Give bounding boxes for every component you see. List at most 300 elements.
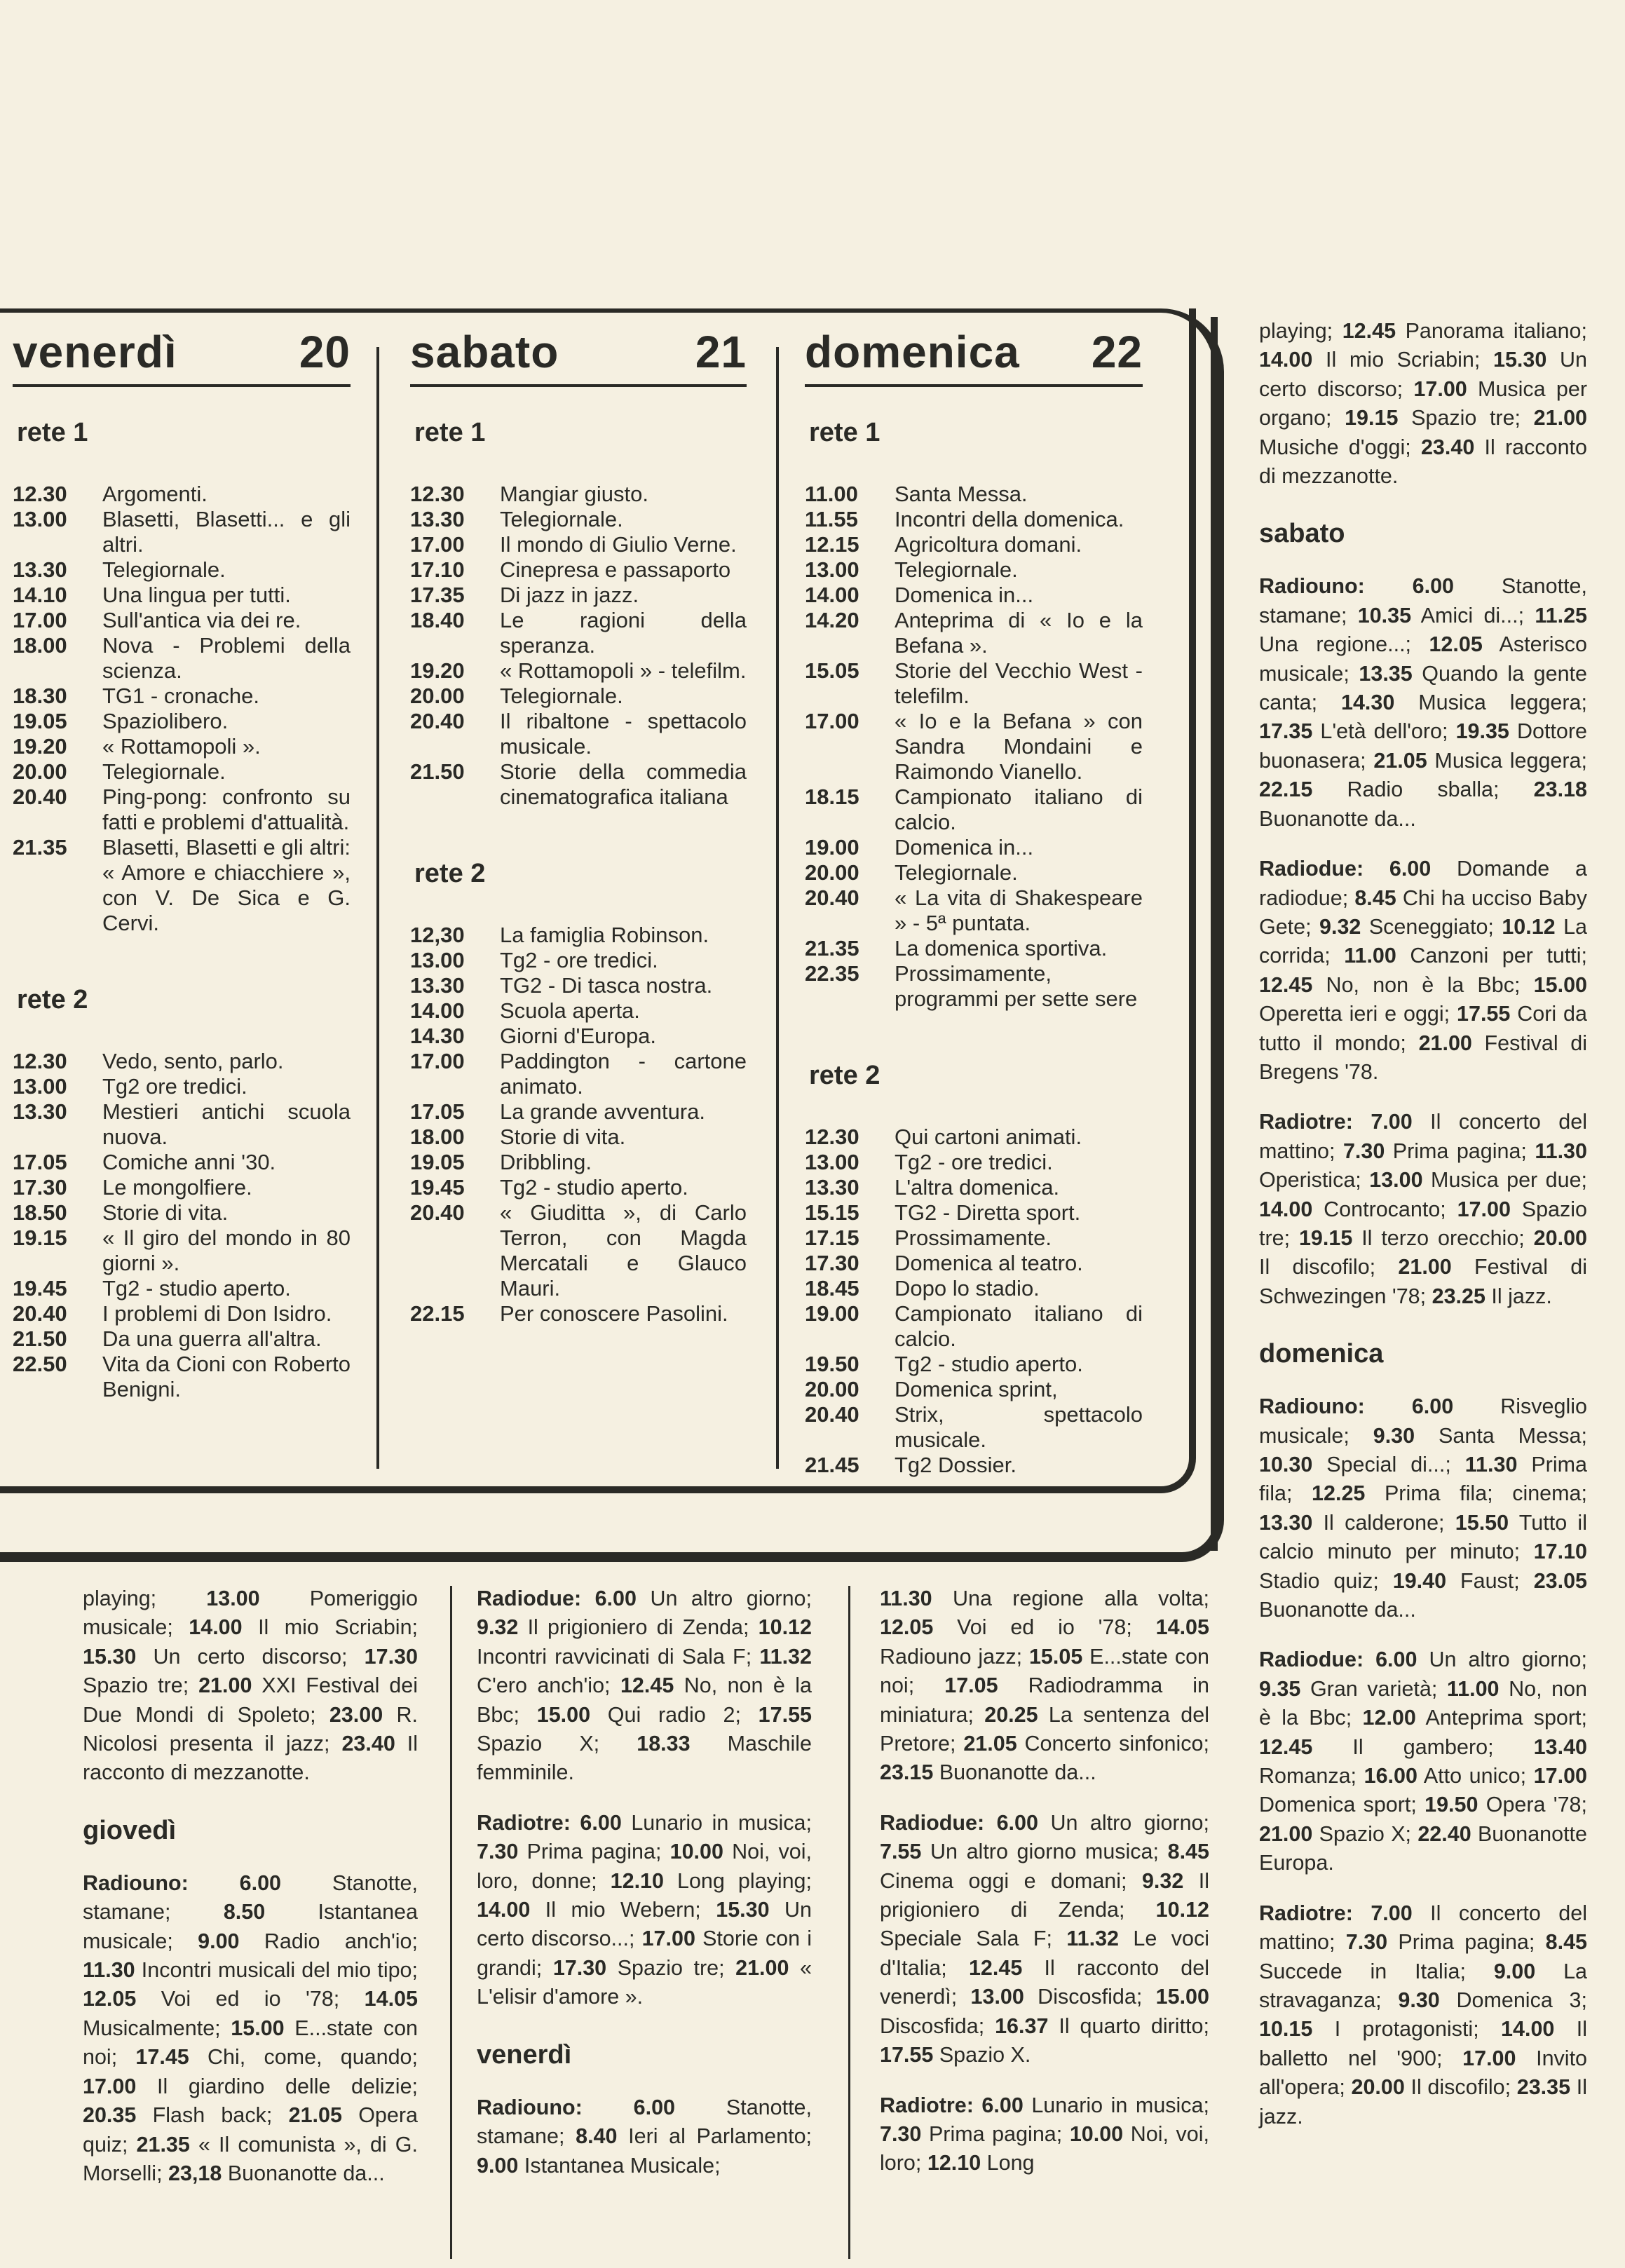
program-item	[805, 835, 1143, 860]
radio-day-heading: venerdì	[477, 2039, 572, 2070]
radio-program: Lunario in musica;	[1031, 2093, 1209, 2117]
radio-program: Qui radio 2;	[607, 1702, 741, 1727]
radio-time: 14.05	[364, 1987, 418, 2011]
radio-time: 11.30	[83, 1958, 135, 1983]
radio-program: Prima fila;	[1259, 1453, 1587, 1506]
program-title: Blasetti, Blasetti... e gli altri.	[102, 507, 351, 557]
network-heading: rete 1	[809, 418, 881, 447]
radio-program: Santa Messa;	[1439, 1423, 1587, 1448]
radio-time: 9.00	[477, 2153, 519, 2178]
radio-station-paragraph	[880, 1809, 1209, 2070]
radio-program: Amici di...;	[1420, 603, 1525, 627]
radio-program: Domenica sport;	[1259, 1793, 1417, 1817]
radio-program: Istantanea Musicale;	[524, 2153, 721, 2178]
radio-program: Il concerto del mattino;	[1259, 1901, 1587, 1955]
radio-program: Musiche d'oggi;	[1259, 435, 1411, 459]
radio-column-bottom-3	[880, 1584, 1209, 2199]
program-title: Domenica in...	[895, 835, 1034, 860]
program-title: La grande avventura.	[500, 1099, 705, 1124]
radio-day-heading: sabato	[1259, 519, 1345, 549]
radio-time: 23.00	[329, 1702, 383, 1727]
network-heading: rete 2	[17, 985, 88, 1014]
radio-time: 19.15	[1298, 1225, 1353, 1250]
radio-station-name: Radiouno:	[1259, 574, 1365, 599]
program-item	[805, 961, 1143, 1012]
program-title: Le ragioni della speranza.	[500, 608, 747, 658]
program-time: 12.30	[13, 1049, 67, 1073]
program-title: Spaziolibero.	[102, 709, 229, 733]
program-time: 18.00	[13, 633, 67, 658]
radio-time: 14.00	[189, 1615, 243, 1640]
program-item	[13, 482, 351, 507]
radio-time: 12.45	[968, 1955, 1023, 1980]
program-item	[410, 1125, 747, 1150]
radio-time: 12.05	[1429, 632, 1483, 657]
radio-program: Lunario in musica;	[631, 1810, 812, 1835]
program-time: 19.00	[805, 835, 859, 860]
radio-program: Chi, come, quando;	[207, 2045, 418, 2070]
radio-program: Spazio X;	[477, 1732, 600, 1756]
radio-time: 17.35	[1259, 719, 1313, 744]
program-item	[805, 1150, 1143, 1175]
radio-time: 21.00	[198, 1673, 252, 1698]
radio-time: 10.35	[1357, 603, 1412, 627]
program-time: 20.40	[13, 1301, 67, 1326]
radio-day-heading: domenica	[1259, 1339, 1384, 1369]
program-item	[805, 1125, 1143, 1150]
program-time: 22.35	[805, 961, 859, 986]
program-title: « Io e la Befana » con Sandra Mondaini e Raimondo Vianello.	[895, 709, 1143, 784]
program-time: 21.35	[805, 936, 859, 960]
program-title: Comiche anni '30.	[102, 1150, 276, 1174]
program-item	[410, 923, 747, 948]
radio-time: 10.15	[1259, 2017, 1313, 2042]
program-time: 17.30	[805, 1251, 859, 1275]
program-time: 15.05	[805, 658, 859, 683]
program-time: 17.00	[13, 608, 67, 632]
radio-program: Un certo discorso;	[153, 1644, 348, 1669]
radio-time: 21.00	[1398, 1255, 1452, 1279]
radio-program: Chi ha ucciso Baby Gete;	[1259, 885, 1587, 939]
program-title: « La vita di Shakespeare » - 5ª puntata.	[895, 885, 1143, 935]
radio-time: 21.05	[1373, 748, 1427, 773]
radio-program: No, non è la Bbc;	[1259, 1676, 1587, 1730]
radio-time: 17.00	[1457, 1197, 1511, 1221]
radio-program: Le voci d'Italia;	[880, 1927, 1209, 1980]
program-list	[13, 1049, 351, 1402]
radio-program: Il jazz.	[1259, 2075, 1587, 2128]
program-time: 12,30	[410, 923, 465, 947]
radio-program: Stanotte, stamane;	[83, 1870, 418, 1924]
program-title: Le mongolfiere.	[102, 1175, 252, 1200]
program-title: Tg2 - ore tredici.	[895, 1150, 1053, 1174]
radio-time: 9.30	[1398, 1988, 1440, 2012]
radio-column-right	[1259, 317, 1587, 2152]
program-time: 13.00	[805, 557, 859, 582]
radio-program: Opera '78;	[1485, 1793, 1587, 1817]
radio-time: 17.00	[1462, 2046, 1516, 2070]
radio-program: Storie con i grandi;	[477, 1927, 812, 1980]
program-title: Telegiornale.	[895, 860, 1018, 885]
radio-program: Asterisco musicale;	[1259, 632, 1587, 686]
program-time: 12.30	[410, 482, 465, 506]
program-time: 18.45	[805, 1276, 859, 1301]
program-item	[805, 1276, 1143, 1301]
day-header	[805, 327, 1143, 387]
radio-program: Romanza;	[1259, 1764, 1357, 1788]
radio-program: Musica per organo;	[1259, 376, 1587, 430]
network-heading: rete 1	[17, 418, 88, 447]
day-date: 21	[695, 327, 747, 377]
program-item	[410, 608, 747, 658]
radio-station-paragraph	[477, 2093, 812, 2180]
program-title: Strix, spettacolo musicale.	[895, 1402, 1143, 1452]
radio-time: 17.55	[880, 2043, 934, 2067]
radio-program: Prima pagina;	[1398, 1930, 1535, 1955]
radio-time: 11.30	[1535, 1139, 1587, 1163]
program-title: Campionato italiano di calcio.	[895, 1301, 1143, 1351]
radio-program: Il mio Scriabin;	[1325, 348, 1481, 372]
program-time: 20.00	[805, 1377, 859, 1401]
program-time: 18.50	[13, 1200, 67, 1225]
program-title: Telegiornale.	[500, 684, 623, 708]
radio-time: 20.00	[1351, 2075, 1405, 2100]
program-time: 13.00	[805, 1150, 859, 1174]
radio-time: 7.30	[1342, 1139, 1385, 1163]
radio-time: 23,18	[168, 2161, 222, 2185]
program-time: 20.00	[805, 860, 859, 885]
program-item	[13, 759, 351, 785]
radio-time: 12.05	[83, 1987, 137, 2011]
radio-time: 9.30	[1373, 1423, 1415, 1448]
program-title: Cinepresa e passaporto	[500, 557, 731, 582]
radio-time: 10.00	[669, 1840, 723, 1864]
radio-time: 10.12	[1155, 1898, 1209, 1922]
day-name: venerdì	[13, 327, 177, 377]
radio-program: Atto unico;	[1423, 1764, 1527, 1788]
radio-day-heading: giovedì	[83, 1815, 177, 1845]
radio-program: Il racconto del venerdì;	[880, 1955, 1209, 2009]
radio-time: 9.32	[1319, 914, 1361, 939]
radio-time: 11.25	[1535, 603, 1588, 627]
program-time: 20.40	[410, 1200, 465, 1225]
radio-paragraph	[880, 1584, 1209, 1788]
radio-program: Festival di Schwezingen '78;	[1259, 1255, 1588, 1308]
radio-station-name: Radiodue:	[1259, 1648, 1364, 1672]
radio-program: Il mio Scriabin;	[258, 1615, 418, 1640]
program-time: 21.45	[805, 1453, 859, 1477]
radio-time: 21.05	[963, 1732, 1017, 1756]
column-divider	[376, 347, 379, 1469]
radio-program: Un altro giorno musica;	[930, 1840, 1159, 1864]
radio-time: 12.45	[1259, 972, 1313, 997]
program-item	[410, 532, 747, 557]
radio-time: 10.12	[1502, 914, 1556, 939]
radio-program: Il giardino delle delizie;	[156, 2074, 418, 2098]
program-time: 20.40	[410, 709, 465, 733]
radio-program: Un certo discorso...;	[477, 1898, 812, 1951]
radio-time: 10.00	[1069, 2121, 1124, 2146]
radio-program: I protagonisti;	[1334, 2017, 1479, 2042]
radio-time: 14.00	[1259, 1197, 1313, 1221]
radio-time: 21.00	[1259, 1821, 1313, 1846]
program-item	[805, 1301, 1143, 1352]
radio-program: Discosfida;	[1038, 1985, 1143, 2009]
program-title: Nova - Problemi della scienza.	[102, 633, 351, 683]
program-list	[805, 1125, 1143, 1478]
program-item	[805, 482, 1143, 507]
radio-time: 13.00	[1369, 1168, 1423, 1193]
program-title: Mestieri antichi scuola nuova.	[102, 1099, 351, 1149]
radio-program: Canzoni per tutti;	[1410, 944, 1587, 968]
network-heading: rete 2	[809, 1061, 881, 1090]
program-item	[13, 1074, 351, 1099]
program-title: Santa Messa.	[895, 482, 1028, 506]
radio-time: 21.35	[136, 2132, 190, 2157]
program-item	[410, 759, 747, 810]
radio-time: 23.40	[341, 1732, 395, 1756]
program-time: 19.15	[13, 1225, 67, 1250]
program-item	[410, 1301, 747, 1326]
program-item	[13, 1225, 351, 1276]
program-item	[13, 734, 351, 759]
program-time: 19.20	[410, 658, 465, 683]
program-item	[13, 1301, 351, 1326]
radio-time: 15.00	[1155, 1985, 1209, 2009]
radio-station-paragraph	[1259, 855, 1587, 1087]
program-time: 22.50	[13, 1352, 67, 1376]
radio-time: 18.33	[637, 1732, 691, 1756]
program-item	[13, 1049, 351, 1074]
radio-time: 20.35	[83, 2103, 137, 2128]
radio-program: Dottore buonasera;	[1259, 719, 1587, 773]
program-title: Domenica sprint,	[895, 1377, 1058, 1401]
program-title: Telegiornale.	[102, 557, 226, 582]
radio-time: 21.00	[1533, 406, 1587, 430]
radio-time: 15.00	[231, 2016, 285, 2040]
radio-program: Prima pagina;	[526, 1840, 662, 1864]
radio-time: 21.00	[1418, 1031, 1472, 1055]
radio-program: Discosfida;	[880, 2014, 985, 2038]
radio-station-paragraph	[880, 2091, 1209, 2178]
radio-program: XXI Festival dei Due Mondi di Spoleto;	[83, 1673, 418, 1727]
program-time: 18.00	[410, 1125, 465, 1149]
program-time: 14.30	[410, 1024, 465, 1048]
radio-time: 8.50	[223, 1900, 266, 1924]
radio-station-paragraph	[477, 1809, 812, 2012]
radio-program: Buonanotte Europa.	[1259, 1821, 1587, 1875]
radio-station-paragraph	[83, 1869, 418, 2188]
radio-program: E...state con noi;	[83, 2016, 418, 2070]
program-time: 20.40	[13, 785, 67, 809]
radio-time: 14.00	[1259, 348, 1313, 372]
radio-program: Un altro giorno;	[650, 1587, 812, 1610]
radio-time: 22.15	[1259, 777, 1313, 802]
radio-station-name: Radiotre:	[477, 1810, 571, 1835]
program-time: 22.15	[410, 1301, 465, 1326]
radio-program: E...state con noi;	[880, 1644, 1209, 1698]
radio-time: 17.55	[1457, 1002, 1511, 1026]
radio-time: 14.30	[1341, 691, 1395, 715]
radio-program: Musicalmente;	[83, 2016, 221, 2040]
program-time: 19.05	[410, 1150, 465, 1174]
radio-program: Il concerto del mattino;	[1259, 1110, 1587, 1163]
program-title: L'altra domenica.	[895, 1175, 1060, 1200]
program-item	[805, 1453, 1143, 1478]
program-time: 19.20	[13, 734, 67, 759]
program-title: Di jazz in jazz.	[500, 583, 639, 607]
program-title: « Rottamopoli ».	[102, 734, 261, 759]
radio-program: Pomeriggio musicale;	[83, 1587, 418, 1640]
radio-time: 15.00	[536, 1702, 591, 1727]
program-item	[805, 1402, 1143, 1453]
radio-time: 9.35	[1259, 1676, 1301, 1701]
program-item	[410, 1099, 747, 1125]
radio-time: 6.00	[996, 1810, 1038, 1835]
radio-program: Prima fila; cinema;	[1384, 1481, 1587, 1506]
program-time: 12.30	[805, 1125, 859, 1149]
radio-program: Il prigioniero di Zenda;	[880, 1868, 1210, 1922]
radio-program: Quando la gente canta;	[1259, 661, 1587, 715]
program-title: Il ribaltone - spettacolo musicale.	[500, 709, 747, 759]
radio-station-name: Radiodue:	[880, 1810, 985, 1835]
program-title: « Giuditta », di Carlo Terron, con Magda Mercatali e Glauco Mauri.	[500, 1200, 747, 1301]
program-time: 17.00	[410, 1049, 465, 1073]
program-time: 21.35	[13, 835, 67, 860]
program-time: 12.30	[13, 482, 67, 506]
program-item	[805, 1200, 1143, 1225]
radio-station-paragraph	[1259, 1645, 1587, 1877]
program-time: 14.20	[805, 608, 859, 632]
program-item	[13, 1276, 351, 1301]
radio-program: Radiodramma in miniatura;	[880, 1673, 1209, 1727]
radio-program: Il prigioniero di Zenda;	[527, 1615, 749, 1640]
program-time: 13.30	[13, 557, 67, 582]
radio-program: Voi ed io '78;	[161, 1987, 340, 2011]
radio-program: Buonanotte da...	[1259, 806, 1416, 831]
program-title: Per conoscere Pasolini.	[500, 1301, 728, 1326]
radio-time: 15.50	[1455, 1510, 1509, 1535]
radio-program: Operistica;	[1259, 1168, 1361, 1193]
program-title: Storie della commedia cinematografica italiana	[500, 759, 747, 809]
radio-program: Spazio tre;	[83, 1673, 189, 1698]
radio-station-paragraph	[477, 1584, 812, 1788]
radio-program: Noi, voi, loro;	[880, 2121, 1209, 2175]
program-time: 17.15	[805, 1225, 859, 1250]
radio-program: Concerto sinfonico;	[1024, 1732, 1209, 1756]
program-item	[13, 583, 351, 608]
radio-time: 23.15	[880, 1760, 934, 1785]
radio-time: 22.40	[1417, 1821, 1471, 1846]
program-item	[805, 1377, 1143, 1402]
program-time: 17.10	[410, 557, 465, 582]
program-title: Telegiornale.	[895, 557, 1018, 582]
radio-program: Musica leggera;	[1434, 748, 1587, 773]
radio-time: 19.15	[1345, 406, 1399, 430]
radio-time: 7.30	[477, 1840, 519, 1864]
radio-program: Spazio tre;	[1259, 1197, 1587, 1250]
radio-time: 6.00	[1411, 1394, 1454, 1419]
program-time: 18.40	[410, 608, 465, 632]
program-item	[13, 785, 351, 835]
radio-time: 8.40	[576, 2124, 618, 2149]
radio-time: 9.32	[477, 1615, 519, 1640]
radio-time: 17.05	[944, 1673, 998, 1698]
radio-station-name: Radiodue:	[477, 1587, 582, 1610]
radio-time: 14.00	[477, 1898, 531, 1922]
radio-program: Il discofilo;	[1410, 2075, 1511, 2100]
program-time: 13.00	[410, 948, 465, 972]
radio-time: 12.45	[1259, 1734, 1313, 1759]
program-time: 19.45	[410, 1175, 465, 1200]
radio-time: 6.00	[594, 1587, 637, 1610]
program-item	[805, 1352, 1143, 1377]
radio-time: 7.00	[1371, 1110, 1413, 1134]
radio-program: Il jazz.	[1491, 1284, 1552, 1308]
radio-program: Una regione alla volta;	[952, 1587, 1209, 1610]
program-time: 19.05	[13, 709, 67, 733]
radio-time: 10.30	[1259, 1453, 1313, 1476]
radio-time: 11.32	[1066, 1927, 1120, 1951]
program-item	[410, 557, 747, 583]
radio-program: Risveglio musicale;	[1259, 1394, 1587, 1448]
radio-time: 6.00	[981, 2093, 1024, 2117]
program-item	[410, 1049, 747, 1099]
radio-column-bottom-2	[477, 1584, 812, 2201]
program-item	[13, 1352, 351, 1402]
radio-program: Opera quiz;	[83, 2103, 418, 2157]
program-time: 15.15	[805, 1200, 859, 1225]
radio-program: Spazio tre;	[1411, 406, 1521, 430]
program-time: 13.30	[13, 1099, 67, 1124]
radio-program: playing;	[1259, 319, 1333, 343]
program-title: Una lingua per tutti.	[102, 583, 291, 607]
radio-program: playing;	[83, 1587, 157, 1610]
radio-station-paragraph	[1259, 1899, 1587, 2131]
radio-time: 12.45	[620, 1673, 674, 1698]
radio-station-name: Radiouno:	[83, 1870, 189, 1895]
program-time: 17.05	[410, 1099, 465, 1124]
radio-program: Anteprima sport;	[1425, 1706, 1588, 1730]
program-item	[805, 1225, 1143, 1251]
radio-time: 8.45	[1167, 1840, 1209, 1864]
radio-program: Long playing;	[677, 1868, 812, 1893]
radio-time: 12.45	[1342, 319, 1396, 343]
program-item	[13, 709, 351, 734]
radio-time: 23.40	[1420, 435, 1475, 459]
radio-paragraph	[1259, 317, 1587, 491]
radio-program: Gran varietà;	[1310, 1676, 1438, 1701]
program-title: Tg2 - ore tredici.	[500, 948, 658, 972]
network-heading: rete 2	[414, 859, 486, 888]
program-time: 19.50	[805, 1352, 859, 1376]
radio-program: Cinema oggi e domani;	[880, 1868, 1127, 1893]
radio-time: 14.05	[1155, 1615, 1209, 1640]
radio-program: R. Nicolosi presenta il jazz;	[83, 1702, 418, 1756]
radio-program: Musica leggera;	[1418, 691, 1587, 715]
program-title: Storie di vita.	[500, 1125, 626, 1149]
day-name: sabato	[410, 327, 559, 377]
program-time: 21.50	[13, 1326, 67, 1351]
program-time: 11.55	[805, 507, 858, 531]
program-title: Campionato italiano di calcio.	[895, 785, 1143, 834]
program-time: 17.00	[805, 709, 859, 733]
program-title: TG1 - cronache.	[102, 684, 259, 708]
radio-program: Il mio Webern;	[545, 1898, 701, 1922]
radio-time: 16.00	[1364, 1764, 1417, 1788]
radio-time: 17.00	[1413, 376, 1467, 401]
day-name: domenica	[805, 327, 1020, 377]
